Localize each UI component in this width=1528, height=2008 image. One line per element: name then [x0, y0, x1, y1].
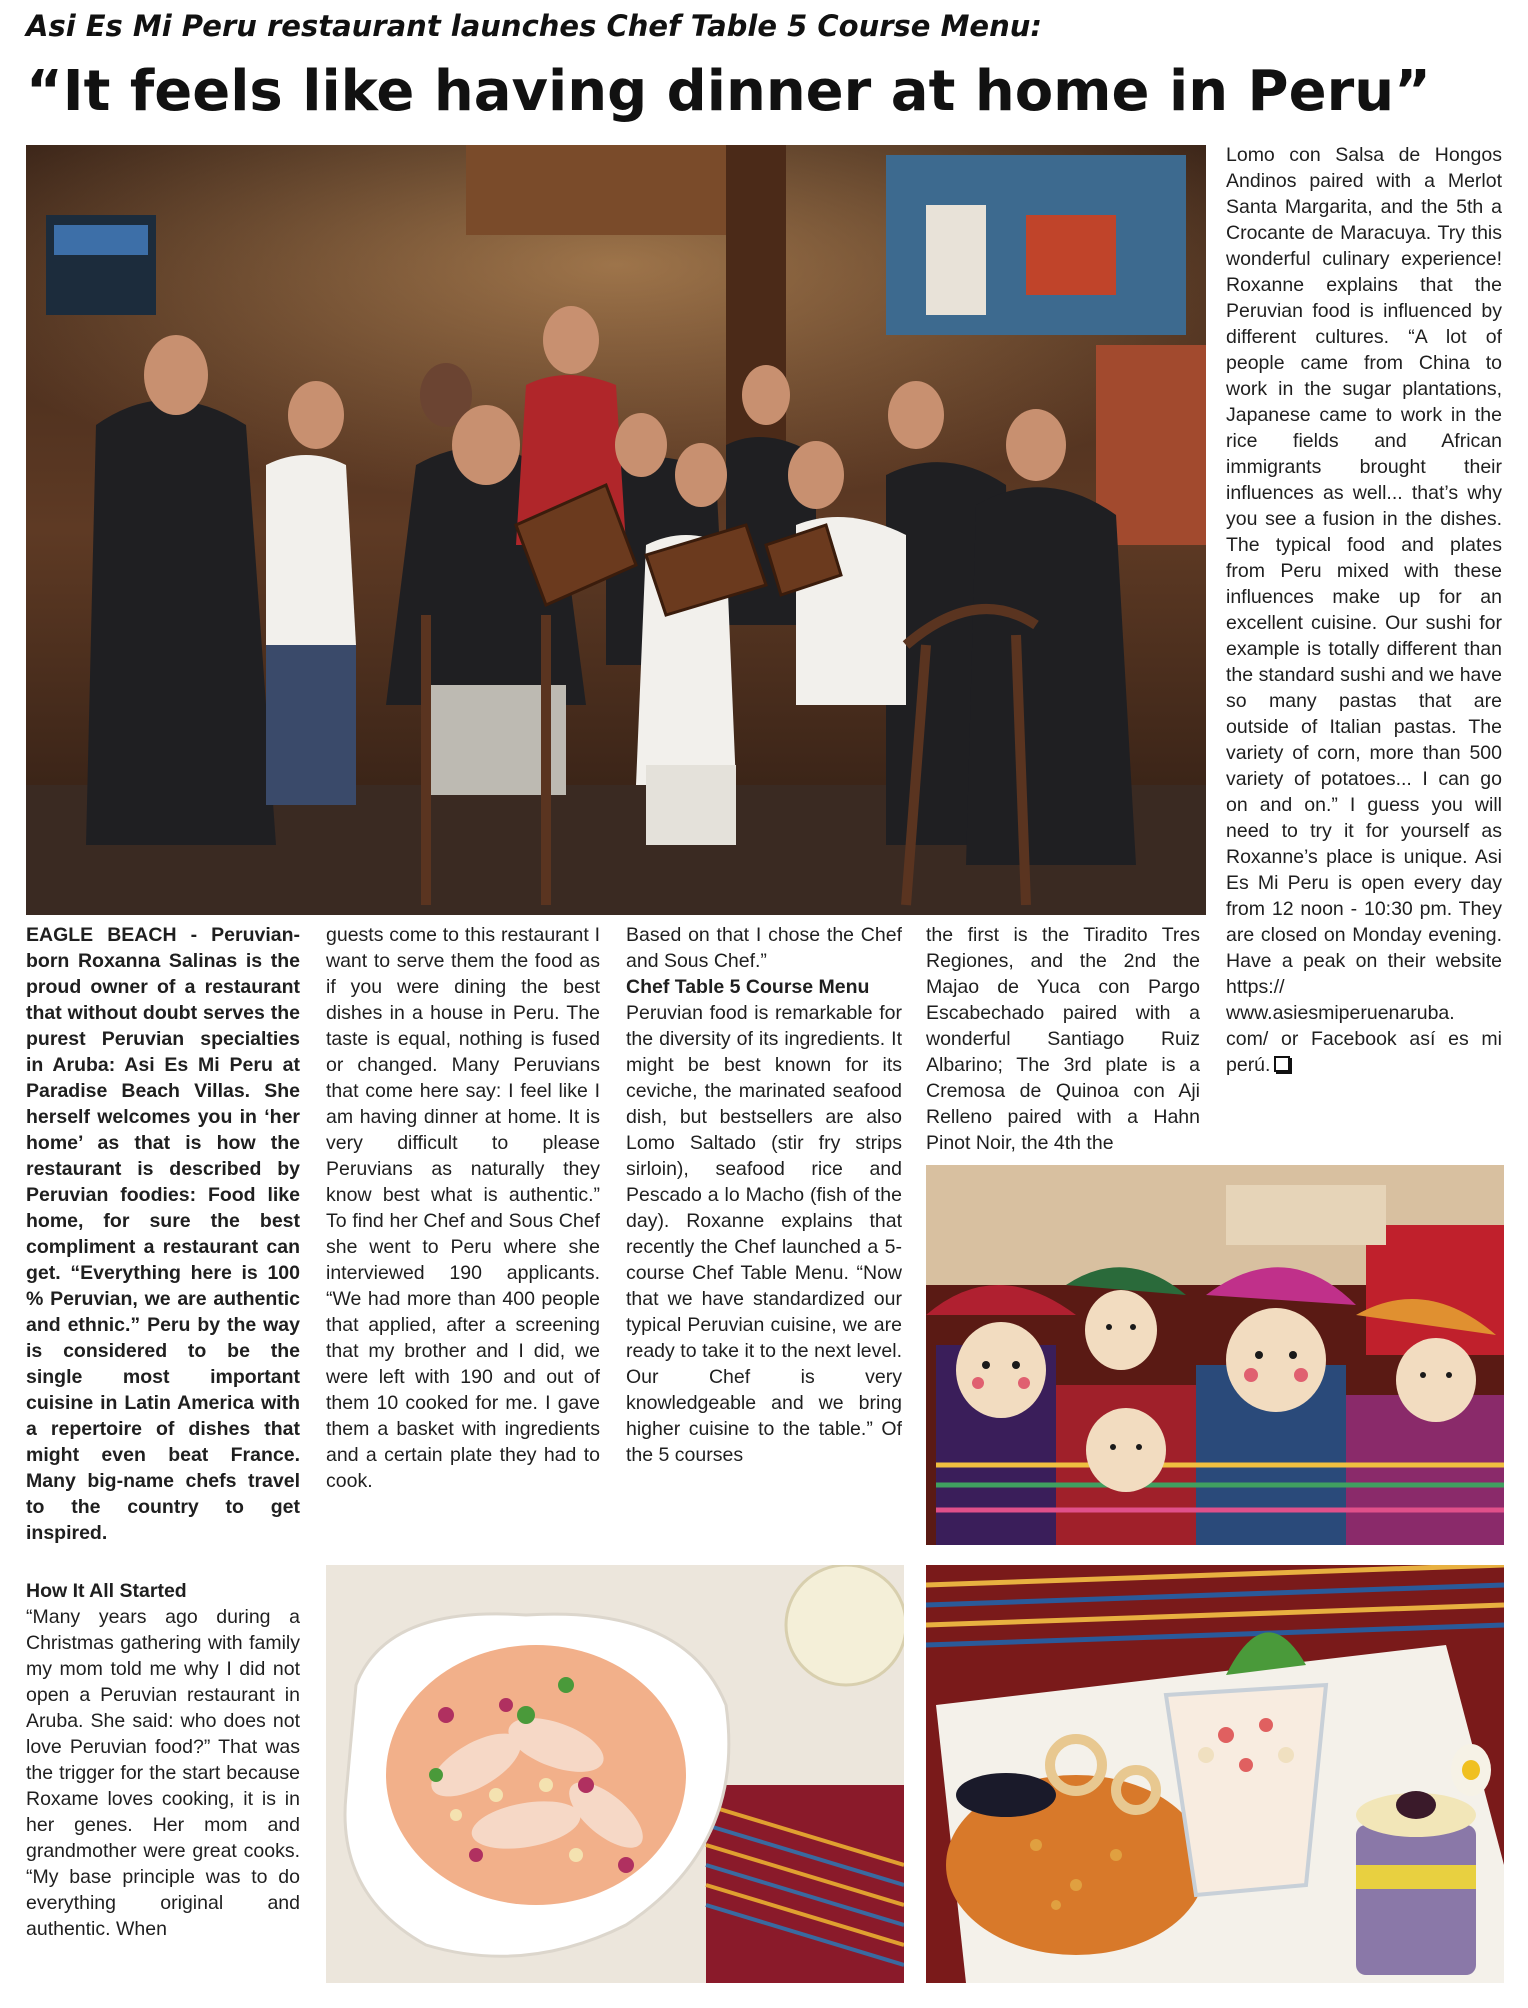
column-3-body-b: Peruvian food is remarkable for the diversity of its ingredients. It might be best known for its ceviche, the marinated seafood dish, but bestsellers are also Lomo Saltado (stir fry strips sirloin), seafood rice and Pescado a lo Macho (fish of the day). Roxanne explains that recently the Chef launched a 5-course Chef Table Menu. “Now that we have standardized our typical Peruvian cuisine, we are ready to take it to the next level. Our Chef is very knowledgeable and we bring higher cuisine to the table.” Of the 5 courses: [626, 1002, 902, 1466]
ceviche-photo: [326, 1565, 904, 1983]
column-5: [1226, 142, 1502, 1162]
end-mark-icon: [1274, 1056, 1290, 1072]
column-1-body: “Many years ago during a Christmas gathering with family my mom told me why I did not open a Peruvian restaurant in Aruba. She said: who does not love Peruvian food?” That was the trigger for the start because Roxame loves cooking, it is in her genes. Her mom and grandmother were great cooks. “My base principle was to do everything original and authentic. When: [26, 1606, 300, 1940]
column-3: [626, 922, 902, 1542]
dolls-photo: [926, 1165, 1504, 1545]
column-4: [926, 922, 1200, 1162]
column-2: [326, 922, 600, 1542]
seafood-plate-photo: [926, 1565, 1504, 1983]
article-kicker: Asi Es Mi Peru restaurant launches Chef Table 5 Course Menu:: [26, 9, 1042, 43]
column-5-body: Lomo con Salsa de Hongos Andinos paired with a Merlot Santa Margarita, and the 5th a Crocante de Maracuya. Try this wonderful culinary experience! Roxanne explains that the Peruvian food is influenced by different cultures. “A lot of people came from China to work in the sugar plantations, Japanese came to work in the rice fields and African immigrants brought their influences as well... that’s why you see a fusion in the dishes. The typical food and plates from Peru mixed with these influences make up for an excellent cuisine. Our sushi for example is totally different than the standard sushi and we have so many pastas that are outside of Italian pastas. The variety of corn, more than 500 variety of potatoes... I can go on and on.” I guess you will need to try it for yourself as Roxanne’s place is unique. Asi Es Mi Peru is open every day from 12 noon - 10:30 pm. They are closed on Monday evening. Have a peak on their website https:// www.asiesmiperuenaruba. com/ or Facebook así es mi perú.: [1226, 144, 1502, 1076]
subhead-chef-table: Chef Table 5 Course Menu: [626, 976, 870, 998]
column-3-body-a: Based on that I chose the Chef and Sous Chef.”: [626, 924, 902, 972]
column-4-body: the first is the Tiradito Tres Regiones, and the 2nd the Majao de Yuca con Pargo Escabechado paired with a wonderful Santiago Ruiz Albarino; The 3rd plate is a Cremosa de Quinoa con Aji Relleno paired with a Hahn Pinot Noir, the 4th the: [926, 924, 1200, 1154]
column-2-body: guests come to this restaurant I want to serve them the food as if you were dining the best dishes in a house in Peru. The taste is equal, nothing is fused or changed. Many Peruvians that come here say: I feel like I am having dinner at home. It is very difficult to please Peruvians as naturally they know best what is authentic.” To find her Chef and Sous Chef she went to Peru where she interviewed 190 applicants. “We had more than 400 people that applied, after a screening that my brother and I did, we were left with 190 and out of them 10 cooked for me. I gave them a basket with ingredients and a certain plate they had to cook.: [326, 924, 600, 1492]
article-headline: “It feels like having dinner at home in Peru”: [26, 59, 1431, 124]
subhead-how-it-all-started: How It All Started: [26, 1580, 187, 1602]
article-lead: EAGLE BEACH - Peruvian-born Roxanna Salinas is the proud owner of a restaurant that without doubt serves the purest Peruvian specialties in Aruba: Asi Es Mi Peru at Paradise Beach Villas. She herself welcomes you in ‘her home’ as that is how the restaurant is described by Peruvian foodies: Food like home, for sure the best compliment a restaurant can get. “Everything here is 100 % Peruvian, we are authentic and ethnic.” Peru by the way is considered to be the single most important cuisine in Latin America with a repertoire of dishes that might even beat France. Many big-name chefs travel to the country to get inspired.: [26, 924, 300, 1544]
column-1: [26, 922, 300, 1984]
team-photo: [26, 145, 1206, 915]
